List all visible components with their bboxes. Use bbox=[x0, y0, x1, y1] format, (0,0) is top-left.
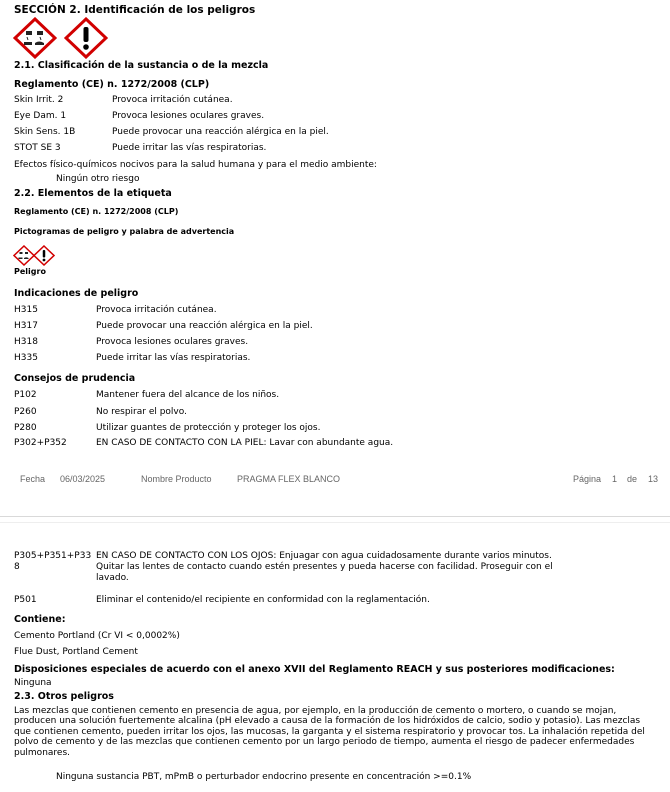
hazard-code: H318 bbox=[14, 337, 38, 347]
subsection-2-2-title: 2.2. Elementos de la etiqueta bbox=[14, 188, 172, 199]
corrosion-pictogram-small-icon bbox=[13, 245, 35, 266]
footer-product-label: Nombre Producto bbox=[141, 474, 212, 484]
effects-value: Ningún otro riesgo bbox=[56, 174, 140, 184]
subsection-2-1-title: 2.1. Clasificación de la sustancia o de la mezcla bbox=[14, 60, 269, 71]
page-break-separator bbox=[0, 516, 670, 517]
footer-of-label: de bbox=[627, 474, 638, 484]
precaution-text: Quitar las lentes de contacto cuando estén presentes y pueda hacerse con facilidad. Proseguir con el bbox=[96, 562, 553, 572]
footer-product-value: PRAGMA FLEX BLANCO bbox=[237, 474, 341, 484]
hazard-code: H335 bbox=[14, 353, 38, 363]
contains-title: Contiene: bbox=[14, 614, 66, 625]
precaution-text: EN CASO DE CONTACTO CON LOS OJOS: Enjuagar con agua cuidadosamente durante varios minutos. bbox=[96, 551, 552, 561]
precaution-text: Mantener fuera del alcance de los niños. bbox=[96, 390, 280, 400]
precaution-text: Eliminar el contenido/el recipiente en conformidad con la reglamentación. bbox=[96, 595, 430, 605]
page-break-separator bbox=[0, 522, 670, 523]
precaution-code: P102 bbox=[14, 390, 37, 400]
footer-date-label: Fecha bbox=[20, 474, 46, 484]
footer-page-total: 13 bbox=[648, 474, 659, 484]
reach-value: Ninguna bbox=[14, 678, 52, 688]
precaution-code: P302+P352 bbox=[14, 438, 67, 448]
corrosion-pictogram-icon bbox=[13, 17, 57, 59]
precaution-text: EN CASO DE CONTACTO CON LA PIEL: Lavar con abundante agua. bbox=[96, 438, 394, 448]
other-hazards-line: pulmonares. bbox=[14, 748, 70, 758]
other-hazards-line: polvo de cemento y de las mezclas que contienen cemento por un largo periodo de tiempo, aumenta el riesgo de padecer enfermedades bbox=[14, 737, 635, 747]
precaution-code: P260 bbox=[14, 407, 37, 417]
effects-label: Efectos físico-químicos nocivos para la salud humana y para el medio ambiente: bbox=[14, 160, 377, 170]
precaution-text: Utilizar guantes de protección y proteger los ojos. bbox=[96, 423, 321, 433]
exclamation-pictogram-small-icon bbox=[33, 245, 55, 266]
regulation-heading: Reglamento (CE) n. 1272/2008 (CLP) bbox=[14, 207, 179, 216]
precaution-code: P280 bbox=[14, 423, 37, 433]
classification-text: Provoca lesiones oculares graves. bbox=[112, 111, 265, 121]
precaution-code: 8 bbox=[14, 562, 20, 572]
precaution-text: No respirar el polvo. bbox=[96, 407, 187, 417]
contains-item: Cemento Portland (Cr VI < 0,0002%) bbox=[14, 631, 180, 641]
hazard-text: Provoca irritación cutánea. bbox=[96, 305, 217, 315]
classification-code: Eye Dam. 1 bbox=[14, 111, 67, 121]
hazard-text: Puede provocar una reacción alérgica en la piel. bbox=[96, 321, 313, 331]
classification-text: Puede irritar las vías respiratorias. bbox=[112, 143, 267, 153]
classification-code: Skin Irrit. 2 bbox=[14, 95, 64, 105]
classification-text: Provoca irritación cutánea. bbox=[112, 95, 233, 105]
hazard-text: Puede irritar las vías respiratorias. bbox=[96, 353, 251, 363]
footer-date-value: 06/03/2025 bbox=[60, 474, 106, 484]
hazard-statements-title: Indicaciones de peligro bbox=[14, 288, 139, 299]
hazard-text: Provoca lesiones oculares graves. bbox=[96, 337, 249, 347]
footer-page-number: 1 bbox=[612, 474, 618, 484]
exclamation-pictogram-icon bbox=[64, 17, 108, 59]
precaution-text: lavado. bbox=[96, 573, 129, 583]
signal-word: Peligro bbox=[14, 267, 46, 276]
precautionary-statements-title: Consejos de prudencia bbox=[14, 373, 136, 384]
precaution-code: P501 bbox=[14, 595, 37, 605]
classification-text: Puede provocar una reacción alérgica en la piel. bbox=[112, 127, 329, 137]
section-title: SECCIÓN 2. Identificación de los peligros bbox=[14, 4, 256, 16]
footer-page-label: Página bbox=[573, 474, 602, 484]
other-hazards-line: Las mezclas que contienen cemento en presencia de agua, por ejemplo, en la producción de cemento o mortero, o cuando se mojan, bbox=[14, 706, 617, 716]
other-hazards-line: que contienen cemento, pueden irritar los ojos, las mucosas, la garganta y el sistema respiratorio y provocar tos. La inhalación repetida del bbox=[14, 727, 645, 737]
other-hazards-line: producen una solución fuertemente alcalina (pH elevado a causa de la formación de los hidróxidos de calcio, sodio y potasio). Las mezclas bbox=[14, 716, 641, 726]
reach-title: Disposiciones especiales de acuerdo con el anexo XVII del Reglamento REACH y sus posteriores modificaciones: bbox=[14, 664, 615, 675]
hazard-code: H315 bbox=[14, 305, 38, 315]
pbt-statement: Ninguna sustancia PBT, mPmB o perturbador endocrino presente en concentración >=0.1% bbox=[56, 772, 472, 782]
contains-item: Flue Dust, Portland Cement bbox=[14, 647, 138, 657]
classification-code: Skin Sens. 1B bbox=[14, 127, 76, 137]
pictograms-label: Pictogramas de peligro y palabra de advertencia bbox=[14, 227, 235, 236]
precaution-code: P305+P351+P33 bbox=[14, 551, 92, 561]
classification-code: STOT SE 3 bbox=[14, 143, 61, 153]
hazard-code: H317 bbox=[14, 321, 38, 331]
subsection-2-3-title: 2.3. Otros peligros bbox=[14, 691, 114, 702]
regulation-heading: Reglamento (CE) n. 1272/2008 (CLP) bbox=[14, 79, 210, 90]
